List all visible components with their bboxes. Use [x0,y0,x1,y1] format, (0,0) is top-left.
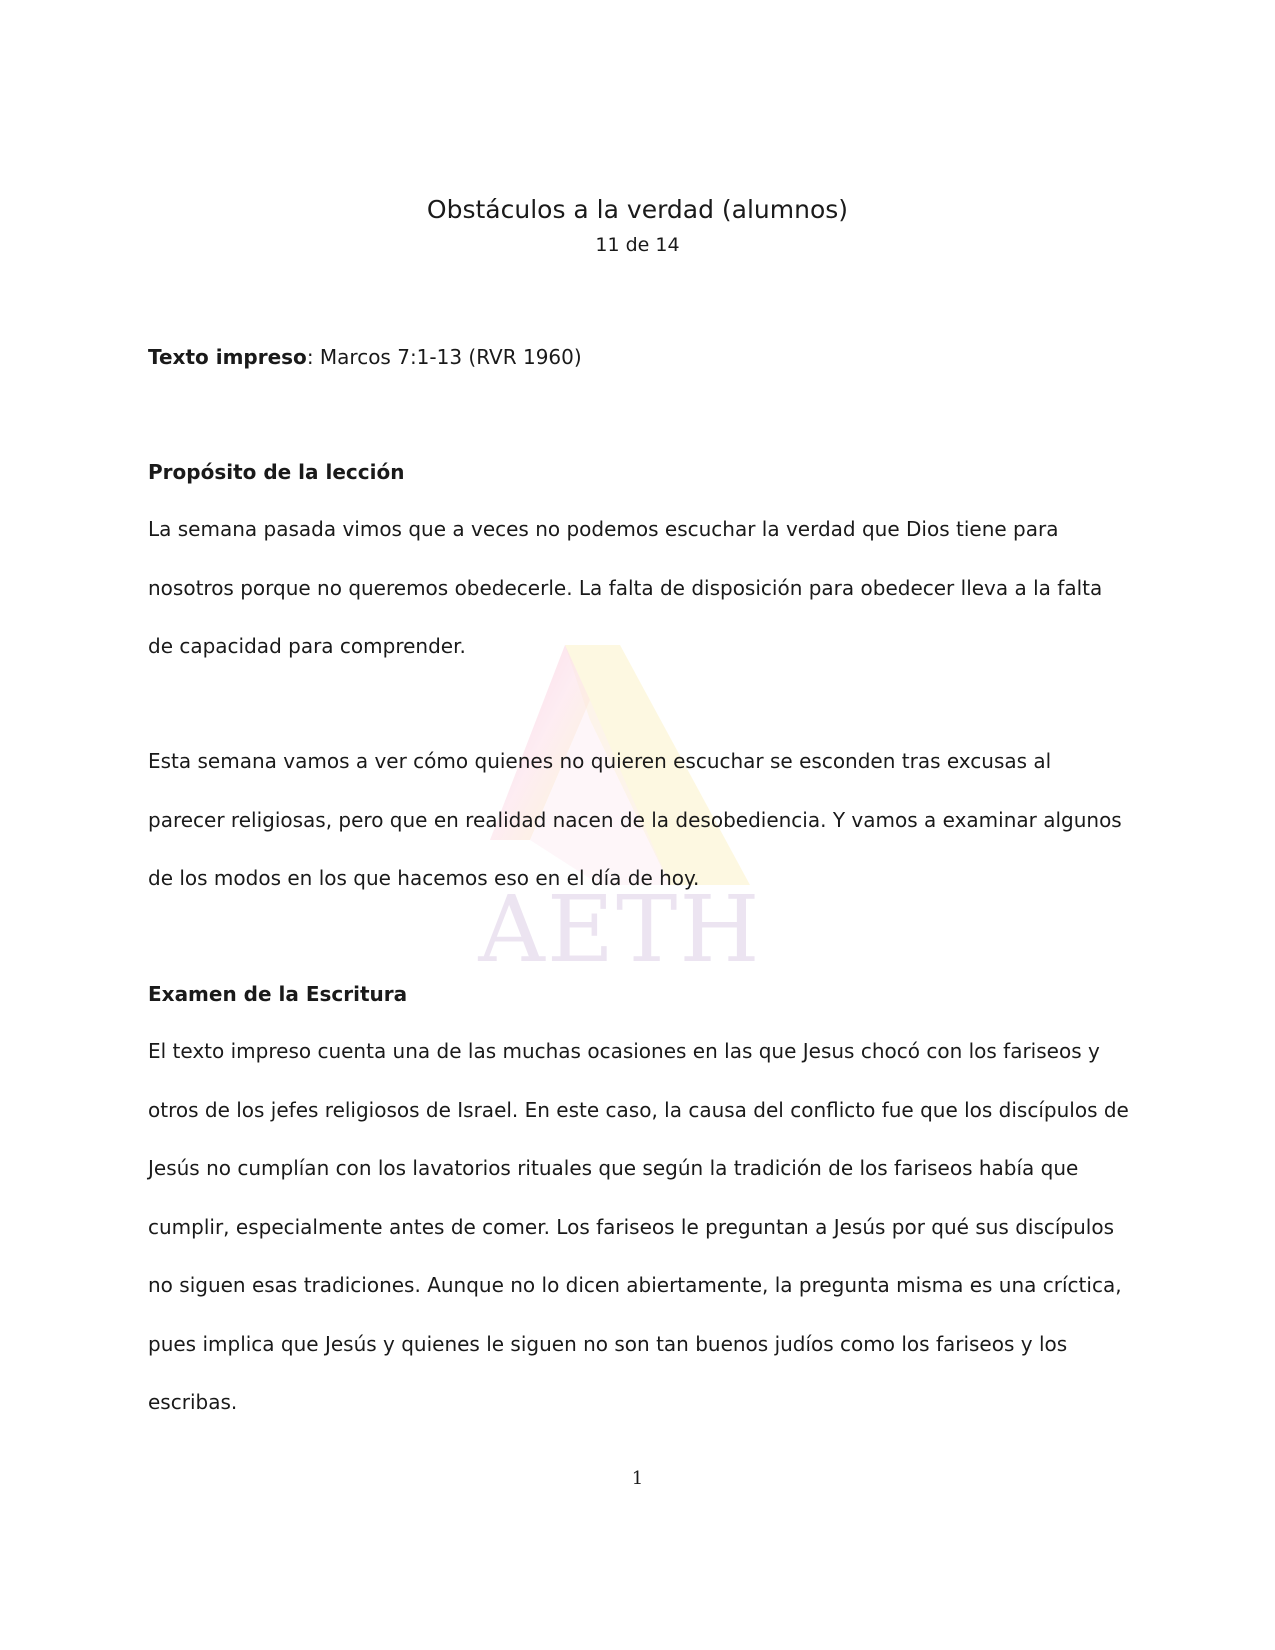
paragraph-examen-1: El texto impreso cuenta una de las muchas ocasiones en las que Jesus chocó con los fariseos y otros de los jefes religiosos de Israel. En este caso, la causa del conflicto fue que los discípulos de Jesús no cumplían con los lavatorios rituales que según la tradición de los fariseos había que cumplir, especialmente antes de comer. Los fariseos le preguntan a Jesús por qué sus discípulos no siguen esas tradiciones. Aunque no lo dicen abiertamente, la pregunta misma es una críctica, pues implica que Jesús y quienes le siguen no son tan buenos judíos como los fariseos y los escribas. [148,1039,1129,1414]
document-title: Obstáculos a la verdad (alumnos) [426,195,849,224]
page-number: 1 [631,1468,644,1489]
section-heading-proposito: Propósito de la lección [148,460,405,484]
watermark-text: AETH [478,876,762,983]
printed-text-line [148,343,582,371]
paragraph-proposito-1: La semana pasada vimos que a veces no podemos escuchar la verdad que Dios tiene para nosotros porque no queremos obedecerle. La falta de disposición para obedecer lleva a la falta de capacidad para comprender. [148,517,1103,658]
printed-text-label: Texto impreso [148,345,307,369]
section-heading-examen: Examen de la Escritura [148,982,408,1006]
document-subtitle: 11 de 14 [595,234,680,256]
paragraph-proposito-2: Esta semana vamos a ver cómo quienes no quieren escuchar se esconden tras excusas al parecer religiosas, pero que en realidad nacen de la desobediencia. Y vamos a examinar algunos de los modos en los que hacemos eso en el día de hoy. [148,749,1122,890]
printed-text-value: : Marcos 7:1-13 (RVR 1960) [306,345,582,369]
